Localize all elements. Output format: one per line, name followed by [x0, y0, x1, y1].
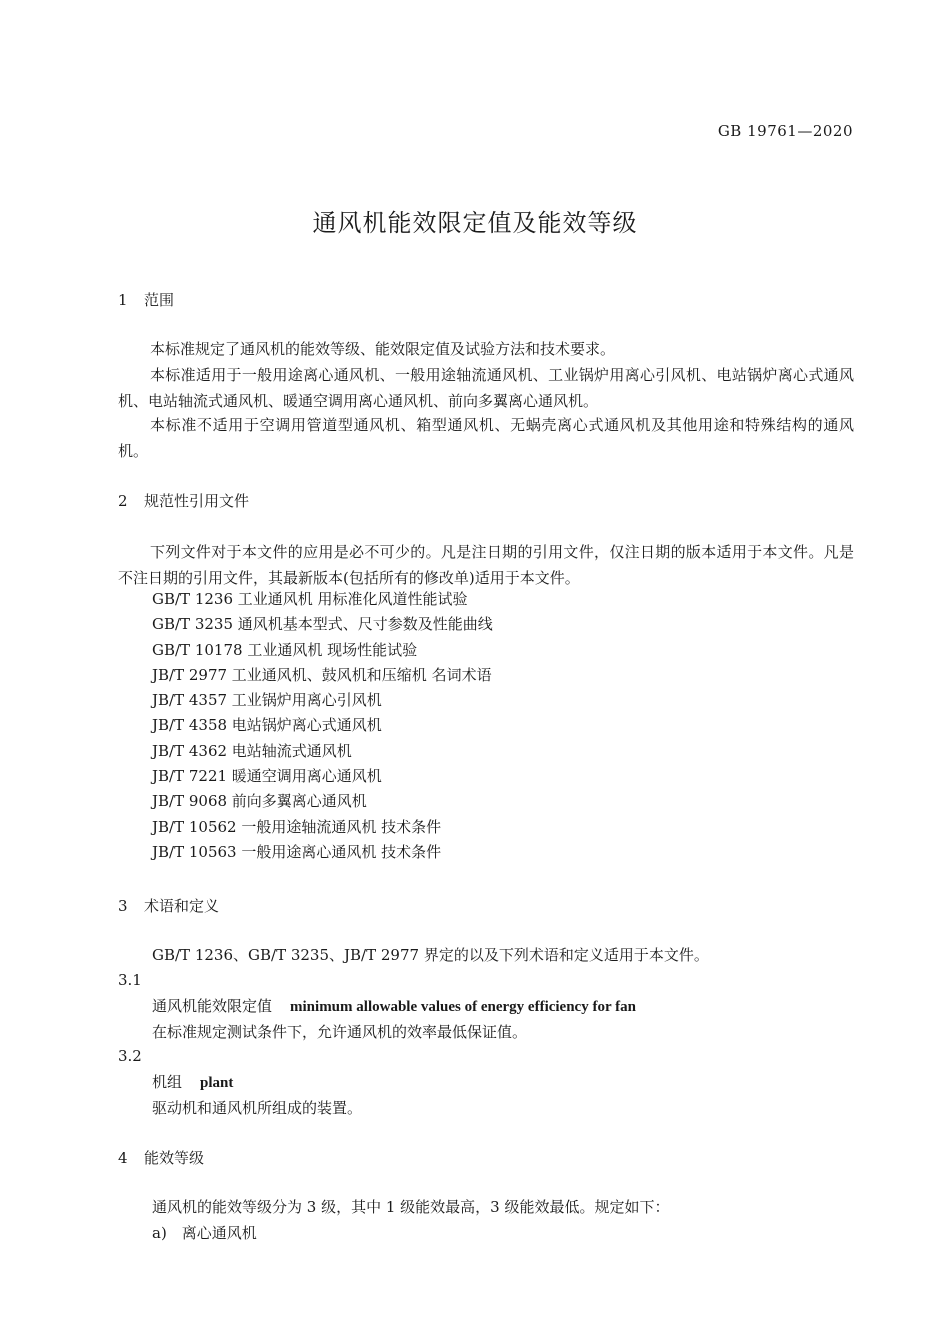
term-definition: 驱动机和通风机所组成的装置。	[152, 1099, 363, 1117]
section-number: 1	[118, 291, 128, 309]
term-chinese: 机组	[152, 1073, 183, 1091]
document-code: GB 19761—2020	[717, 122, 853, 140]
document-title: 通风机能效限定值及能效等级	[312, 209, 638, 237]
section-title: 术语和定义	[144, 897, 220, 915]
section-3-heading	[118, 895, 219, 916]
list-item: JB/T 10562 一般用途轴流通风机 技术条件	[152, 817, 442, 836]
section-2-heading	[118, 490, 249, 511]
section-number: 4	[118, 1149, 128, 1167]
term-entry	[152, 1071, 233, 1092]
term-definition: 在标准规定测试条件下，允许通风机的效率最低保证值。	[152, 1023, 528, 1041]
paragraph: 下列文件对于本文件的应用是必不可少的。凡是注日期的引用文件，仅注日期的版本适用于本文件。凡是不注日期的引用文件，其最新版本(包括所有的修改单)适用于本文件。	[118, 543, 854, 587]
section-number: 2	[118, 492, 128, 510]
term-english: plant	[200, 1075, 234, 1091]
section-4-heading	[118, 1147, 204, 1168]
list-item: GB/T 3235 通风机基本型式、尺寸参数及性能曲线	[152, 615, 493, 634]
section-title: 规范性引用文件	[144, 492, 250, 510]
section-title: 能效等级	[144, 1149, 205, 1167]
list-item: a) 离心通风机	[152, 1224, 257, 1242]
paragraph: GB/T 1236、GB/T 3235、JB/T 2977 界定的以及下列术语和定义适用于本文件。	[152, 946, 709, 964]
list-item: JB/T 9068 前向多翼离心通风机	[152, 792, 367, 811]
reference-list	[152, 587, 493, 865]
list-item: JB/T 2977 工业通风机、鼓风机和压缩机 名词术语	[152, 665, 492, 684]
term-english: minimum allowable values of energy efficiency for fan	[290, 999, 636, 1015]
list-item: JB/T 4362 电站轴流式通风机	[152, 741, 352, 760]
paragraph: 通风机的能效等级分为 3 级，其中 1 级能效最高，3 级能效最低。规定如下：	[152, 1198, 670, 1216]
section-title: 范围	[144, 291, 175, 309]
section-1-heading	[118, 289, 174, 310]
term-entry	[152, 995, 636, 1016]
list-item: JB/T 7221 暖通空调用离心通风机	[152, 767, 382, 786]
section-number: 3	[118, 897, 128, 915]
list-item: JB/T 10563 一般用途离心通风机 技术条件	[152, 842, 442, 861]
paragraph: 本标准适用于一般用途离心通风机、一般用途轴流通风机、工业锅炉用离心引风机、电站锅炉离心式通风机、电站轴流式通风机、暖通空调用离心通风机、前向多翼离心通风机。	[118, 366, 854, 410]
term-number: 3.1	[118, 971, 142, 989]
list-item: GB/T 1236 工业通风机 用标准化风道性能试验	[152, 590, 468, 608]
paragraph: 本标准规定了通风机的能效等级、能效限定值及试验方法和技术要求。	[150, 340, 616, 358]
term-chinese: 通风机能效限定值	[152, 997, 273, 1015]
list-item: JB/T 4358 电站锅炉离心式通风机	[152, 716, 382, 735]
list-item: JB/T 4357 工业锅炉用离心引风机	[152, 691, 382, 710]
paragraph: 本标准不适用于空调用管道型通风机、箱型通风机、无蜗壳离心式通风机及其他用途和特殊结构的通风机。	[118, 416, 854, 460]
term-number: 3.2	[118, 1047, 142, 1065]
list-item: GB/T 10178 工业通风机 现场性能试验	[152, 640, 418, 659]
